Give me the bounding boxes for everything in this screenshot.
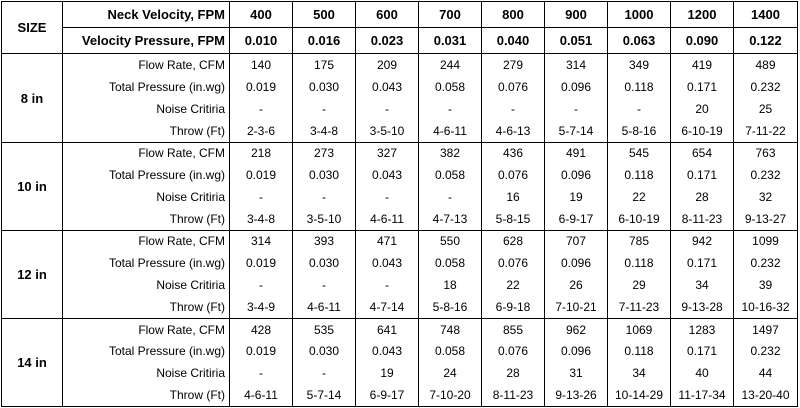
value-cell: 0.171 xyxy=(671,76,734,98)
value-cell: 4-6-11 xyxy=(419,120,482,142)
value-cell: 13-20-40 xyxy=(734,384,798,406)
throw-row xyxy=(2,384,798,406)
value-cell: 0.118 xyxy=(608,164,671,186)
value-cell: - xyxy=(293,362,356,384)
parameter-label: Flow Rate, CFM xyxy=(63,142,230,164)
value-cell: 6-9-17 xyxy=(356,384,419,406)
value-cell: 0.058 xyxy=(419,164,482,186)
value-cell: 942 xyxy=(671,230,734,252)
value-cell: 0.019 xyxy=(230,164,293,186)
value-cell: 0.171 xyxy=(671,252,734,274)
value-cell: 26 xyxy=(545,274,608,296)
parameter-label: Total Pressure (in.wg) xyxy=(63,340,230,362)
value-cell: 4-7-14 xyxy=(356,296,419,318)
value-cell: 0.118 xyxy=(608,76,671,98)
noise-criteria-row xyxy=(2,98,798,120)
value-cell: 0.232 xyxy=(734,164,798,186)
value-cell: 471 xyxy=(356,230,419,252)
value-cell: 19 xyxy=(356,362,419,384)
value-cell: 0.043 xyxy=(356,340,419,362)
flow-rate-row xyxy=(2,318,798,340)
value-cell: 0.118 xyxy=(608,252,671,274)
value-cell: 0.232 xyxy=(734,252,798,274)
value-cell: 491 xyxy=(545,142,608,164)
value-cell: 3-4-8 xyxy=(293,120,356,142)
value-cell: 3-5-10 xyxy=(293,208,356,230)
velocity-pressure-cell: 0.090 xyxy=(671,28,734,54)
parameter-label: Noise Critiria xyxy=(63,186,230,208)
flow-rate-row xyxy=(2,142,798,164)
value-cell: 218 xyxy=(230,142,293,164)
value-cell: 10-14-29 xyxy=(608,384,671,406)
throw-row xyxy=(2,120,798,142)
value-cell: - xyxy=(293,274,356,296)
value-cell: 0.058 xyxy=(419,340,482,362)
value-cell: 20 xyxy=(671,98,734,120)
header-row-velocity-pressure xyxy=(2,28,798,54)
value-cell: 349 xyxy=(608,54,671,76)
value-cell: 545 xyxy=(608,142,671,164)
value-cell: 31 xyxy=(545,362,608,384)
value-cell: 0.019 xyxy=(230,340,293,362)
value-cell: 3-4-8 xyxy=(230,208,293,230)
value-cell: 244 xyxy=(419,54,482,76)
neck-velocity-cell: 900 xyxy=(545,2,608,28)
size-cell: 8 in xyxy=(2,54,63,142)
value-cell: 314 xyxy=(545,54,608,76)
value-cell: - xyxy=(419,98,482,120)
value-cell: 785 xyxy=(608,230,671,252)
value-cell: 175 xyxy=(293,54,356,76)
value-cell: 5-8-16 xyxy=(608,120,671,142)
parameter-label: Throw (Ft) xyxy=(63,208,230,230)
value-cell: 8-11-23 xyxy=(671,208,734,230)
value-cell: - xyxy=(230,274,293,296)
neck-velocity-cell: 1200 xyxy=(671,2,734,28)
value-cell: 0.096 xyxy=(545,164,608,186)
value-cell: 3-5-10 xyxy=(356,120,419,142)
value-cell: 535 xyxy=(293,318,356,340)
value-cell: 0.076 xyxy=(482,252,545,274)
value-cell: 0.118 xyxy=(608,340,671,362)
value-cell: 209 xyxy=(356,54,419,76)
total-pressure-row xyxy=(2,340,798,362)
size-cell: 10 in xyxy=(2,142,63,230)
value-cell: 5-8-15 xyxy=(482,208,545,230)
value-cell: 5-7-14 xyxy=(293,384,356,406)
value-cell: 0.043 xyxy=(356,164,419,186)
performance-table xyxy=(1,1,798,407)
neck-velocity-cell: 800 xyxy=(482,2,545,28)
parameter-label: Total Pressure (in.wg) xyxy=(63,164,230,186)
value-cell: 628 xyxy=(482,230,545,252)
value-cell: 7-11-22 xyxy=(734,120,798,142)
value-cell: 0.030 xyxy=(293,164,356,186)
value-cell: 7-11-23 xyxy=(608,296,671,318)
value-cell: 962 xyxy=(545,318,608,340)
value-cell: 489 xyxy=(734,54,798,76)
value-cell: 748 xyxy=(419,318,482,340)
parameter-label: Noise Critiria xyxy=(63,98,230,120)
value-cell: 25 xyxy=(734,98,798,120)
velocity-pressure-cell: 0.040 xyxy=(482,28,545,54)
value-cell: 0.019 xyxy=(230,252,293,274)
value-cell: 16 xyxy=(482,186,545,208)
value-cell: 0.019 xyxy=(230,76,293,98)
value-cell: - xyxy=(293,186,356,208)
value-cell: 0.043 xyxy=(356,76,419,98)
value-cell: 0.232 xyxy=(734,340,798,362)
velocity-pressure-cell: 0.051 xyxy=(545,28,608,54)
value-cell: - xyxy=(230,186,293,208)
total-pressure-row xyxy=(2,164,798,186)
value-cell: 0.171 xyxy=(671,340,734,362)
value-cell: 11-17-34 xyxy=(671,384,734,406)
velocity-pressure-cell: 0.063 xyxy=(608,28,671,54)
value-cell: 0.076 xyxy=(482,76,545,98)
velocity-pressure-cell: 0.010 xyxy=(230,28,293,54)
value-cell: 6-10-19 xyxy=(671,120,734,142)
value-cell: 0.058 xyxy=(419,252,482,274)
value-cell: 28 xyxy=(482,362,545,384)
size-cell: 12 in xyxy=(2,230,63,318)
value-cell: 0.232 xyxy=(734,76,798,98)
value-cell: 34 xyxy=(608,362,671,384)
value-cell: 327 xyxy=(356,142,419,164)
parameter-label: Throw (Ft) xyxy=(63,120,230,142)
value-cell: 32 xyxy=(734,186,798,208)
value-cell: 0.030 xyxy=(293,76,356,98)
value-cell: 140 xyxy=(230,54,293,76)
value-cell: - xyxy=(545,98,608,120)
value-cell: 428 xyxy=(230,318,293,340)
noise-criteria-row xyxy=(2,186,798,208)
value-cell: 19 xyxy=(545,186,608,208)
value-cell: 4-7-13 xyxy=(419,208,482,230)
value-cell: 314 xyxy=(230,230,293,252)
value-cell: 0.096 xyxy=(545,252,608,274)
value-cell: 0.096 xyxy=(545,76,608,98)
header-row-neck-velocity xyxy=(2,2,798,28)
value-cell: 641 xyxy=(356,318,419,340)
table-body xyxy=(2,2,798,407)
value-cell: 0.043 xyxy=(356,252,419,274)
value-cell: - xyxy=(230,362,293,384)
value-cell: 4-6-11 xyxy=(356,208,419,230)
value-cell: 24 xyxy=(419,362,482,384)
value-cell: - xyxy=(356,186,419,208)
value-cell: - xyxy=(356,274,419,296)
velocity-pressure-label: Velocity Pressure, FPM xyxy=(63,28,230,54)
value-cell: - xyxy=(482,98,545,120)
size-cell: 14 in xyxy=(2,318,63,406)
value-cell: - xyxy=(608,98,671,120)
flow-rate-row xyxy=(2,54,798,76)
neck-velocity-cell: 600 xyxy=(356,2,419,28)
neck-velocity-label: Neck Velocity, FPM xyxy=(63,2,230,28)
value-cell: 763 xyxy=(734,142,798,164)
value-cell: 22 xyxy=(608,186,671,208)
value-cell: 6-10-19 xyxy=(608,208,671,230)
value-cell: 279 xyxy=(482,54,545,76)
value-cell: - xyxy=(293,98,356,120)
parameter-label: Total Pressure (in.wg) xyxy=(63,76,230,98)
neck-velocity-cell: 500 xyxy=(293,2,356,28)
value-cell: 273 xyxy=(293,142,356,164)
noise-criteria-row xyxy=(2,362,798,384)
value-cell: - xyxy=(230,98,293,120)
value-cell: 0.076 xyxy=(482,164,545,186)
value-cell: 550 xyxy=(419,230,482,252)
value-cell: 1497 xyxy=(734,318,798,340)
value-cell: 0.171 xyxy=(671,164,734,186)
value-cell: 0.058 xyxy=(419,76,482,98)
neck-velocity-cell: 1000 xyxy=(608,2,671,28)
parameter-label: Noise Critiria xyxy=(63,362,230,384)
value-cell: 855 xyxy=(482,318,545,340)
value-cell: 707 xyxy=(545,230,608,252)
value-cell: 6-9-18 xyxy=(482,296,545,318)
value-cell: 9-13-26 xyxy=(545,384,608,406)
value-cell: 5-8-16 xyxy=(419,296,482,318)
value-cell: 0.030 xyxy=(293,340,356,362)
value-cell: 7-10-21 xyxy=(545,296,608,318)
value-cell: 382 xyxy=(419,142,482,164)
value-cell: 22 xyxy=(482,274,545,296)
value-cell: - xyxy=(356,98,419,120)
parameter-label: Flow Rate, CFM xyxy=(63,318,230,340)
value-cell: 9-13-28 xyxy=(671,296,734,318)
value-cell: 0.076 xyxy=(482,340,545,362)
value-cell: 6-9-17 xyxy=(545,208,608,230)
neck-velocity-cell: 400 xyxy=(230,2,293,28)
value-cell: 39 xyxy=(734,274,798,296)
velocity-pressure-cell: 0.122 xyxy=(734,28,798,54)
value-cell: 1069 xyxy=(608,318,671,340)
value-cell: 7-10-20 xyxy=(419,384,482,406)
value-cell: 18 xyxy=(419,274,482,296)
value-cell: 34 xyxy=(671,274,734,296)
value-cell: 4-6-11 xyxy=(293,296,356,318)
velocity-pressure-cell: 0.031 xyxy=(419,28,482,54)
value-cell: 4-6-11 xyxy=(230,384,293,406)
parameter-label: Flow Rate, CFM xyxy=(63,230,230,252)
value-cell: 436 xyxy=(482,142,545,164)
value-cell: 1283 xyxy=(671,318,734,340)
value-cell: 9-13-27 xyxy=(734,208,798,230)
flow-rate-row xyxy=(2,230,798,252)
value-cell: 654 xyxy=(671,142,734,164)
value-cell: 419 xyxy=(671,54,734,76)
value-cell: 3-4-9 xyxy=(230,296,293,318)
parameter-label: Throw (Ft) xyxy=(63,384,230,406)
value-cell: 5-7-14 xyxy=(545,120,608,142)
noise-criteria-row xyxy=(2,274,798,296)
parameter-label: Noise Critiria xyxy=(63,274,230,296)
value-cell: 44 xyxy=(734,362,798,384)
value-cell: 393 xyxy=(293,230,356,252)
throw-row xyxy=(2,208,798,230)
velocity-pressure-cell: 0.023 xyxy=(356,28,419,54)
size-header: SIZE xyxy=(2,2,63,54)
neck-velocity-cell: 700 xyxy=(419,2,482,28)
value-cell: - xyxy=(419,186,482,208)
value-cell: 29 xyxy=(608,274,671,296)
parameter-label: Flow Rate, CFM xyxy=(63,54,230,76)
neck-velocity-cell: 1400 xyxy=(734,2,798,28)
value-cell: 40 xyxy=(671,362,734,384)
value-cell: 10-16-32 xyxy=(734,296,798,318)
value-cell: 2-3-6 xyxy=(230,120,293,142)
total-pressure-row xyxy=(2,76,798,98)
value-cell: 28 xyxy=(671,186,734,208)
value-cell: 0.030 xyxy=(293,252,356,274)
value-cell: 1099 xyxy=(734,230,798,252)
value-cell: 8-11-23 xyxy=(482,384,545,406)
value-cell: 0.096 xyxy=(545,340,608,362)
throw-row xyxy=(2,296,798,318)
velocity-pressure-cell: 0.016 xyxy=(293,28,356,54)
parameter-label: Throw (Ft) xyxy=(63,296,230,318)
parameter-label: Total Pressure (in.wg) xyxy=(63,252,230,274)
value-cell: 4-6-13 xyxy=(482,120,545,142)
total-pressure-row xyxy=(2,252,798,274)
